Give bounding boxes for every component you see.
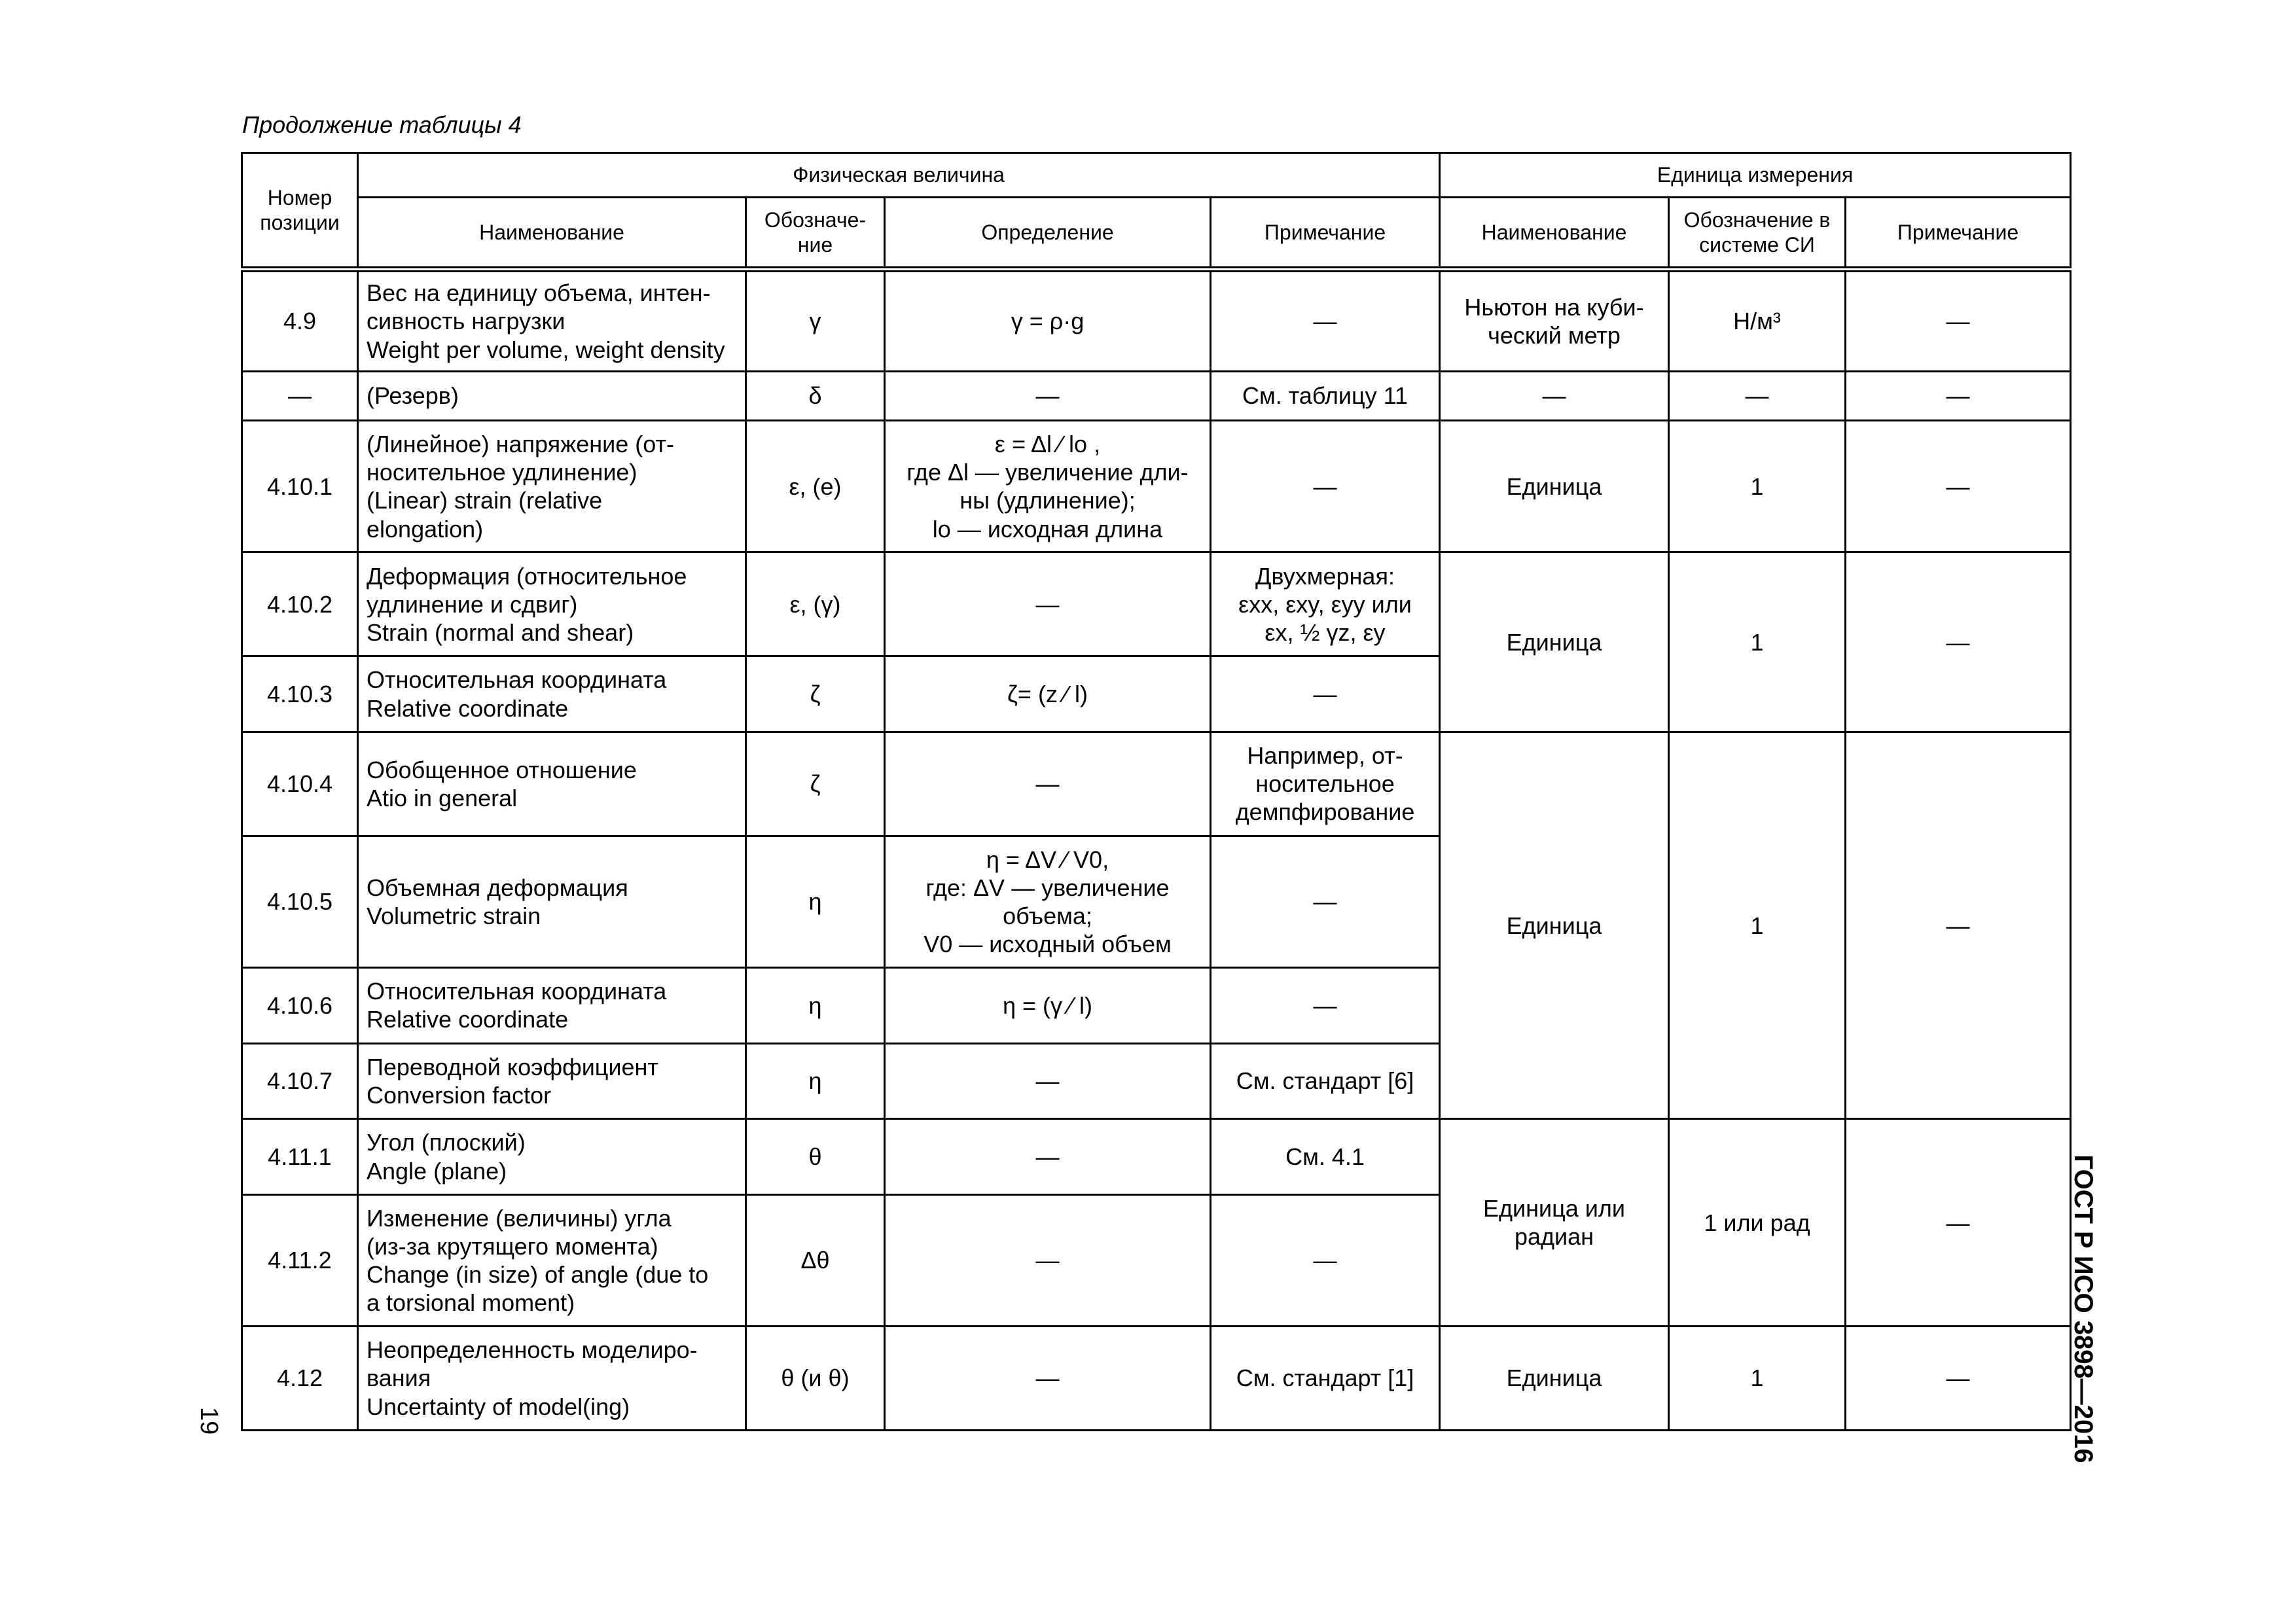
row-unit-name: —: [1440, 371, 1669, 420]
row-definition: η = ΔV ⁄ V0, где: ΔV — увеличение объема; V0 — исходный объем: [885, 836, 1211, 967]
merged-unit-symbol: 1: [1669, 732, 1846, 1118]
row-definition: —: [885, 1327, 1211, 1431]
row-position: 4.12: [242, 1327, 358, 1431]
table-row: [242, 552, 2071, 656]
row-unit-name: Ньютон на куби- ческий метр: [1440, 270, 1669, 372]
header-definition: Определение: [885, 198, 1211, 270]
merged-unit-symbol: 1 или рад: [1669, 1119, 1846, 1327]
row-note: См. стандарт [1]: [1211, 1327, 1440, 1431]
row-definition: —: [885, 552, 1211, 656]
row-symbol: ζ: [746, 732, 885, 836]
row-name: Вес на единицу объема, интен- сивность нагрузки Weight per volume, weight density: [358, 270, 746, 372]
merged-unit-note: —: [1846, 732, 2071, 1118]
row-definition: —: [885, 1119, 1211, 1195]
row-unit-symbol: —: [1669, 371, 1846, 420]
quantities-table: [241, 152, 2072, 1431]
row-position: 4.10.7: [242, 1043, 358, 1119]
row-name: (Резерв): [358, 371, 746, 420]
row-name: Угол (плоский) Angle (plane): [358, 1119, 746, 1195]
page-number: 19: [195, 1407, 223, 1435]
table-row: [242, 270, 2071, 372]
row-note: См. стандарт [6]: [1211, 1043, 1440, 1119]
row-position: 4.10.2: [242, 552, 358, 656]
row-note: —: [1211, 1194, 1440, 1326]
row-unit-symbol: Н/м³: [1669, 270, 1846, 372]
merged-unit-note: —: [1846, 552, 2071, 732]
row-position: 4.10.1: [242, 421, 358, 552]
header-physical-quantity: Физическая величина: [358, 153, 1440, 198]
row-symbol: γ: [746, 270, 885, 372]
row-symbol: η: [746, 836, 885, 967]
header-unit-note: Примечание: [1846, 198, 2071, 270]
row-unit-note: —: [1846, 1327, 2071, 1431]
table-row: [242, 421, 2071, 552]
row-note: —: [1211, 270, 1440, 372]
merged-unit-symbol: 1: [1669, 552, 1846, 732]
row-definition: η = (γ ⁄ l): [885, 967, 1211, 1043]
row-position: —: [242, 371, 358, 420]
merged-unit-name: Единица или радиан: [1440, 1119, 1669, 1327]
row-position: 4.9: [242, 270, 358, 372]
row-name: Относительная координата Relative coordinate: [358, 967, 746, 1043]
row-note: См. таблицу 11: [1211, 371, 1440, 420]
table-caption: Продолжение таблицы 4: [242, 111, 522, 138]
row-note: —: [1211, 656, 1440, 732]
header-name: Наименование: [358, 198, 746, 270]
row-unit-note: —: [1846, 270, 2071, 372]
header-note: Примечание: [1211, 198, 1440, 270]
row-name: (Линейное) напряжение (от- носительное удлинение) (Linear) strain (relative elongation): [358, 421, 746, 552]
row-unit-note: —: [1846, 371, 2071, 420]
row-unit-name: Единица: [1440, 421, 1669, 552]
row-position: 4.11.2: [242, 1194, 358, 1326]
row-note: —: [1211, 967, 1440, 1043]
row-name: Объемная деформация Volumetric strain: [358, 836, 746, 967]
row-definition: γ = ρ·g: [885, 270, 1211, 372]
row-unit-symbol: 1: [1669, 421, 1846, 552]
row-unit-symbol: 1: [1669, 1327, 1846, 1431]
merged-unit-name: Единица: [1440, 552, 1669, 732]
table-row: [242, 371, 2071, 420]
row-name: Обобщенное отношение Atio in general: [358, 732, 746, 836]
row-unit-note: —: [1846, 421, 2071, 552]
row-position: 4.10.3: [242, 656, 358, 732]
table-row: [242, 1119, 2071, 1195]
header-unit-name: Наименование: [1440, 198, 1669, 270]
row-note: —: [1211, 421, 1440, 552]
row-unit-name: Единица: [1440, 1327, 1669, 1431]
row-position: 4.10.4: [242, 732, 358, 836]
row-symbol: η: [746, 1043, 885, 1119]
row-note: См. 4.1: [1211, 1119, 1440, 1195]
header-symbol: Обозначе-ние: [746, 198, 885, 270]
row-symbol: ε, (e): [746, 421, 885, 552]
row-symbol: θ: [746, 1119, 885, 1195]
header-position: Номер позиции: [242, 153, 358, 270]
row-note: Двухмерная: εxx, εxy, εyy или εx, ½ γz, εy: [1211, 552, 1440, 656]
row-note: Например, от- носительное демпфирование: [1211, 732, 1440, 836]
row-definition: ε = Δl ⁄ lo , где Δl — увеличение дли- ны (удлинение); lo — исходная длина: [885, 421, 1211, 552]
row-symbol: η: [746, 967, 885, 1043]
row-name: Деформация (относительное удлинение и сдвиг) Strain (normal and shear): [358, 552, 746, 656]
table-row: [242, 1327, 2071, 1431]
row-definition: —: [885, 371, 1211, 420]
row-name: Переводной коэффициент Conversion factor: [358, 1043, 746, 1119]
header-unit-symbol: Обозначение в системе СИ: [1669, 198, 1846, 270]
row-definition: ζ= (z ⁄ l): [885, 656, 1211, 732]
row-definition: —: [885, 1194, 1211, 1326]
row-definition: —: [885, 732, 1211, 836]
row-position: 4.10.5: [242, 836, 358, 967]
row-symbol: ε, (γ): [746, 552, 885, 656]
row-name: Неопределенность моделиро- вания Uncertainty of model(ing): [358, 1327, 746, 1431]
row-definition: —: [885, 1043, 1211, 1119]
row-name: Изменение (величины) угла (из-за крутящего момента) Change (in size) of angle (due to a torsional moment): [358, 1194, 746, 1326]
document-code: ГОСТ Р ИСО 3898—2016: [2069, 1154, 2098, 1463]
row-note: —: [1211, 836, 1440, 967]
row-symbol: Δθ: [746, 1194, 885, 1326]
merged-unit-note: —: [1846, 1119, 2071, 1327]
row-symbol: ζ: [746, 656, 885, 732]
row-position: 4.10.6: [242, 967, 358, 1043]
row-name: Относительная координата Relative coordinate: [358, 656, 746, 732]
header-unit: Единица измерения: [1440, 153, 2071, 198]
row-symbol: θ (и θ): [746, 1327, 885, 1431]
merged-unit-name: Единица: [1440, 732, 1669, 1118]
table-row: [242, 732, 2071, 836]
row-symbol: δ: [746, 371, 885, 420]
row-position: 4.11.1: [242, 1119, 358, 1195]
